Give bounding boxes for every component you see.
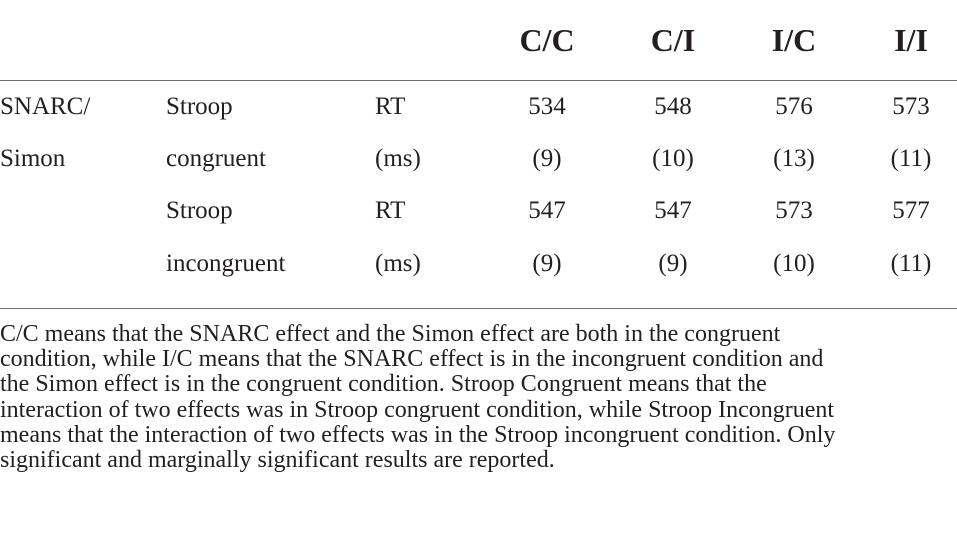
value-cell-ci: 547 xyxy=(654,197,692,224)
value-cell-cc: 547 xyxy=(528,197,566,224)
se-cell-ii: (11) xyxy=(890,145,932,172)
se-cell-ci: (9) xyxy=(658,250,688,277)
se-cell-cc: (9) xyxy=(532,250,562,277)
footnote-line: condition, while I/C means that the SNARC effect is in the incongruent condition and xyxy=(0,346,824,373)
footer-rule xyxy=(0,308,957,309)
se-cell-cc: (9) xyxy=(532,145,562,172)
measure-label-line-2: (ms) xyxy=(375,145,421,172)
value-cell-ii: 573 xyxy=(892,93,930,120)
value-cell-ic: 573 xyxy=(775,197,813,224)
column-header-ic: I/C xyxy=(771,22,817,58)
column-header-ci: C/I xyxy=(650,22,696,58)
condition-label-line-1: Stroop xyxy=(166,197,233,224)
se-cell-ic: (13) xyxy=(773,145,815,172)
measure-label-line-1: RT xyxy=(375,93,406,120)
se-cell-ci: (10) xyxy=(652,145,694,172)
value-cell-cc: 534 xyxy=(528,93,566,120)
table-footnote xyxy=(0,322,955,473)
row-group-label-line-1: SNARC/ xyxy=(0,93,91,120)
value-cell-ci: 548 xyxy=(654,93,692,120)
footnote-line: means that the interaction of two effects was in the Stroop incongruent condition. Only xyxy=(0,421,836,448)
measure-label-line-2: (ms) xyxy=(375,250,421,277)
value-cell-ic: 576 xyxy=(775,93,813,120)
condition-label-line-1: Stroop xyxy=(166,93,233,120)
condition-label-line-2: congruent xyxy=(166,145,266,172)
footnote-line: significant and marginally significant results are reported. xyxy=(0,447,555,474)
se-cell-ic: (10) xyxy=(773,250,815,277)
header-rule xyxy=(0,80,957,81)
footnote-line: interaction of two effects was in Stroop congruent condition, while Stroop Incongruent xyxy=(0,396,835,423)
column-header-cc: C/C xyxy=(519,22,575,58)
row-group-label-line-2: Simon xyxy=(0,145,66,172)
footnote-line: the Simon effect is in the congruent condition. Stroop Congruent means that the xyxy=(0,371,767,398)
column-header-ii: I/I xyxy=(894,22,928,58)
se-cell-ii: (11) xyxy=(890,250,932,277)
measure-label-line-1: RT xyxy=(375,197,406,224)
condition-label-line-2: incongruent xyxy=(166,250,286,277)
footnote-line: C/C means that the SNARC effect and the Simon effect are both in the congruent xyxy=(0,321,781,347)
value-cell-ii: 577 xyxy=(892,197,930,224)
